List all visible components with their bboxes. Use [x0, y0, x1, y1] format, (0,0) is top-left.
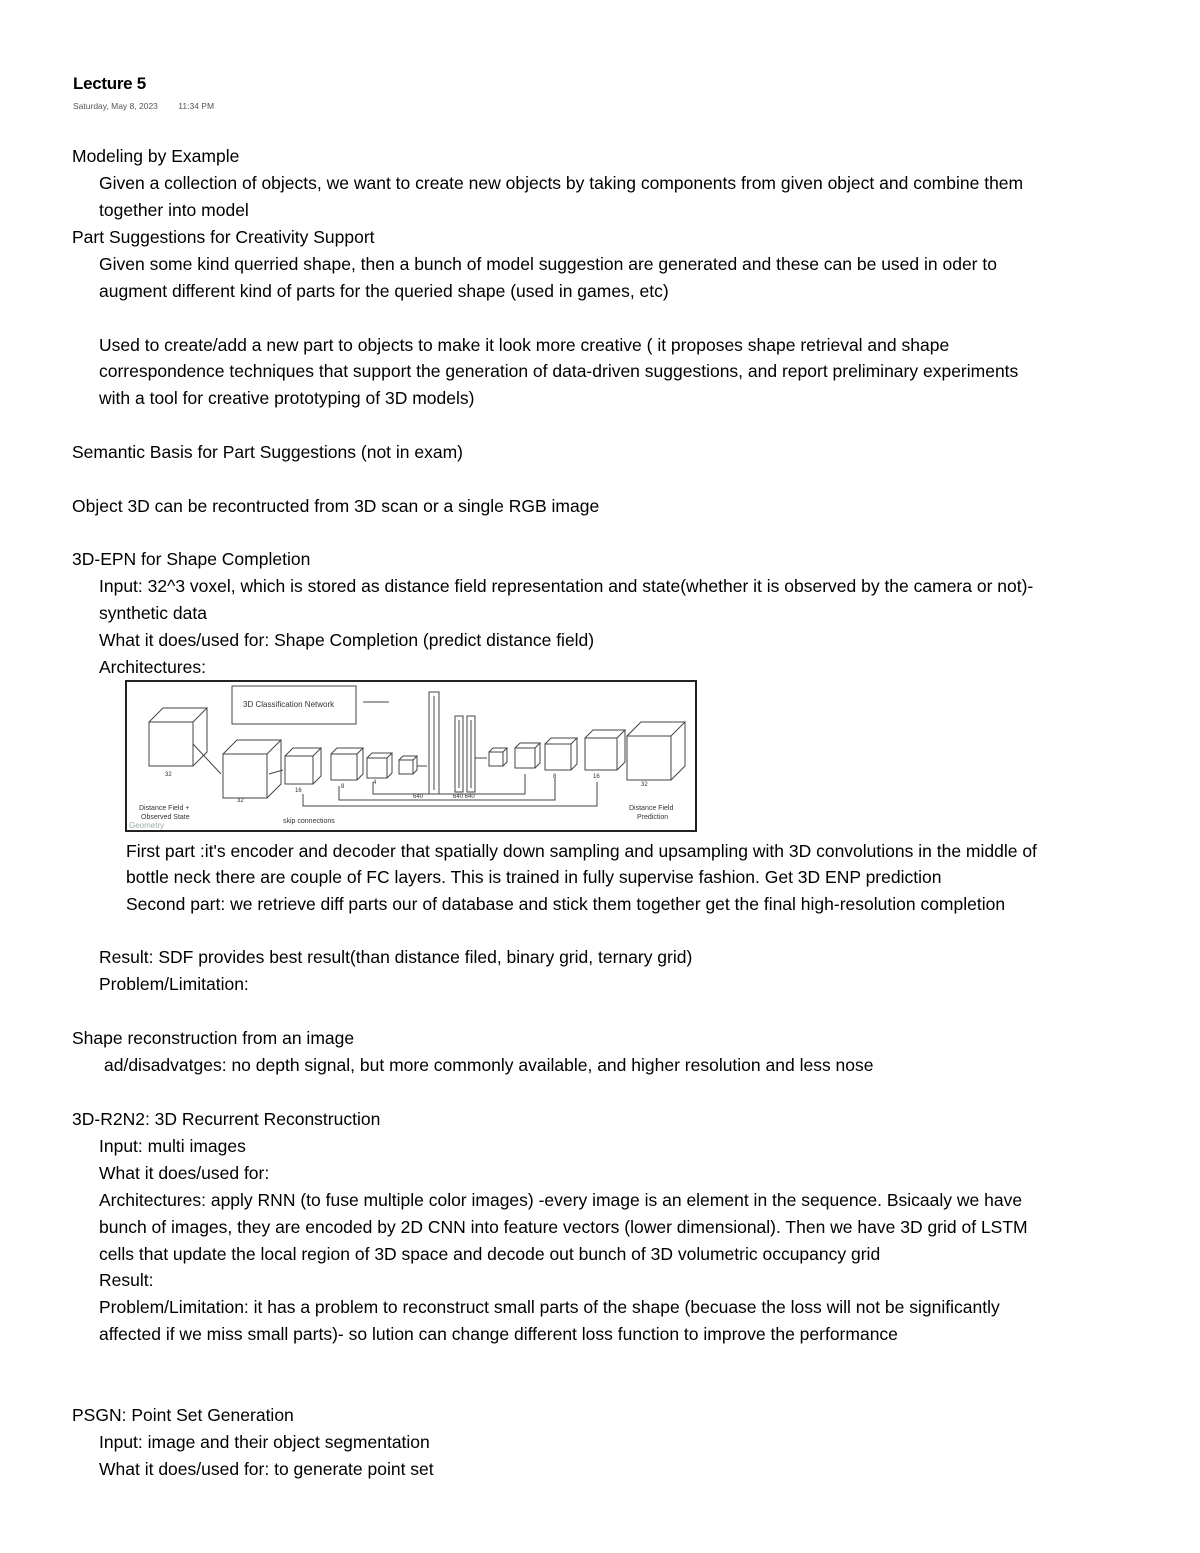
- text-line: affected if we miss small parts)- so lution can change different loss function to improve the performance: [99, 1324, 898, 1344]
- page-date: Saturday, May 8, 2023: [73, 101, 158, 111]
- encoder-cube-5: [399, 756, 417, 774]
- input-label-line2: Observed State: [141, 814, 190, 821]
- text-line: Used to create/add a new part to objects to make it look more creative ( it proposes shape retrieval and shape: [99, 335, 950, 355]
- watermark-text: Geometry: [129, 821, 165, 830]
- input-cube: [149, 708, 207, 766]
- decoder-cube-3: [545, 738, 577, 770]
- dim-label: 16: [593, 774, 600, 780]
- dim-label: 8: [341, 784, 345, 790]
- text-line: Input: multi images: [99, 1136, 246, 1156]
- output-label-line2: Prediction: [637, 814, 669, 821]
- architecture-diagram: [125, 680, 697, 832]
- text-line: Result: SDF provides best result(than distance filed, binary grid, ternary grid): [99, 947, 693, 967]
- page-title: Lecture 5: [73, 74, 146, 93]
- text-line: What it does/used for:: [99, 1163, 270, 1183]
- decoder-cube-4: [585, 730, 625, 770]
- encoder-cube-2: [285, 748, 321, 784]
- heading-part-suggestions: Part Suggestions for Creativity Support: [72, 227, 375, 247]
- text-line: with a tool for creative prototyping of 3D models): [99, 388, 475, 408]
- skip-connection-1: [303, 786, 597, 806]
- heading-object-3d: Object 3D can be recontructed from 3D scan or a single RGB image: [72, 496, 600, 516]
- heading-semantic-basis: Semantic Basis for Part Suggestions (not in exam): [72, 442, 464, 462]
- text-line: Input: image and their object segmentation: [99, 1432, 430, 1452]
- text-line: bunch of images, they are encoded by 2D CNN into feature vectors (lower dimensional). Then we have 3D grid of LSTM: [99, 1217, 1028, 1237]
- dim-label: 16: [295, 788, 302, 794]
- text-line: Input: 32^3 voxel, which is stored as distance field representation and state(whether it is observed by the camera or not)-: [99, 576, 1034, 596]
- skip-connection-2: [339, 778, 555, 800]
- text-line: bottle neck there are couple of FC layers. This is trained in fully supervise fashion. Get 3D ENP prediction: [126, 867, 942, 887]
- text-line: cells that update the local region of 3D space and decode out bunch of 3D volumetric occupancy grid: [99, 1244, 881, 1264]
- text-line: Given a collection of objects, we want to create new objects by taking components from given object and combine them: [99, 173, 1024, 193]
- text-line: Problem/Limitation: it has a problem to reconstruct small parts of the shape (becuase the loss will not be significantly: [99, 1297, 1000, 1317]
- text-line: together into model: [99, 200, 249, 220]
- decoder-cube-2: [515, 743, 540, 768]
- heading-3d-epn: 3D-EPN for Shape Completion: [72, 549, 311, 569]
- heading-shape-reconstruction: Shape reconstruction from an image: [72, 1028, 355, 1048]
- dim-label: 32: [165, 772, 172, 778]
- encoder-cube-3: [331, 748, 363, 780]
- text-line: First part :it's encoder and decoder that spatially down sampling and upsampling with 3D convolutions in the middle of: [126, 841, 1037, 861]
- page-timestamp: [73, 101, 214, 111]
- skip-connection-3: [373, 774, 525, 794]
- text-line: Architectures: apply RNN (to fuse multiple color images) -every image is an element in the sequence. Bsicaaly we have: [99, 1190, 1023, 1210]
- text-line: synthetic data: [99, 603, 207, 623]
- text-line: Result:: [99, 1270, 154, 1290]
- fc-dim-label-1: 640: [413, 794, 424, 800]
- dim-label: 32: [237, 798, 244, 804]
- network-diagram-svg: [127, 682, 695, 830]
- output-cube: [627, 722, 685, 780]
- page-time: 11:34 PM: [178, 101, 215, 111]
- text-line: augment different kind of parts for the queried shape (used in games, etc): [99, 281, 669, 301]
- text-line: Problem/Limitation:: [99, 974, 249, 994]
- output-label-line1: Distance Field: [629, 805, 674, 812]
- classification-network-label: 3D Classification Network: [243, 700, 335, 709]
- decoder-cube-1: [489, 748, 507, 766]
- heading-modeling-by-example: Modeling by Example: [72, 146, 240, 166]
- heading-psgn: PSGN: Point Set Generation: [72, 1405, 294, 1425]
- text-line: What it does/used for: to generate point set: [99, 1459, 434, 1479]
- text-line: Second part: we retrieve diff parts our of database and stick them together get the final high-resolution completion: [126, 894, 1006, 914]
- text-line: correspondence techniques that support the generation of data-driven suggestions, and report preliminary experiments: [99, 361, 1019, 381]
- text-line: Given some kind querried shape, then a bunch of model suggestion are generated and these can be used in oder to: [99, 254, 997, 274]
- input-label-line1: Distance Field +: [139, 805, 190, 812]
- text-line: ad/disadvatges: no depth signal, but more commonly available, and higher resolution and less nose: [104, 1055, 874, 1075]
- encoder-cube-4: [367, 753, 392, 778]
- fc-dim-label-2: 640 640: [453, 794, 475, 800]
- heading-3d-r2n2: 3D-R2N2: 3D Recurrent Reconstruction: [72, 1109, 381, 1129]
- dim-label: 8: [553, 774, 557, 780]
- dim-label: 4: [373, 780, 377, 786]
- text-line: What it does/used for: Shape Completion (predict distance field): [99, 630, 595, 650]
- dim-label: 32: [641, 782, 648, 788]
- text-line: Architectures:: [99, 657, 206, 677]
- encoder-cube-1: [223, 740, 281, 798]
- skip-connections-label: skip connections: [283, 818, 335, 825]
